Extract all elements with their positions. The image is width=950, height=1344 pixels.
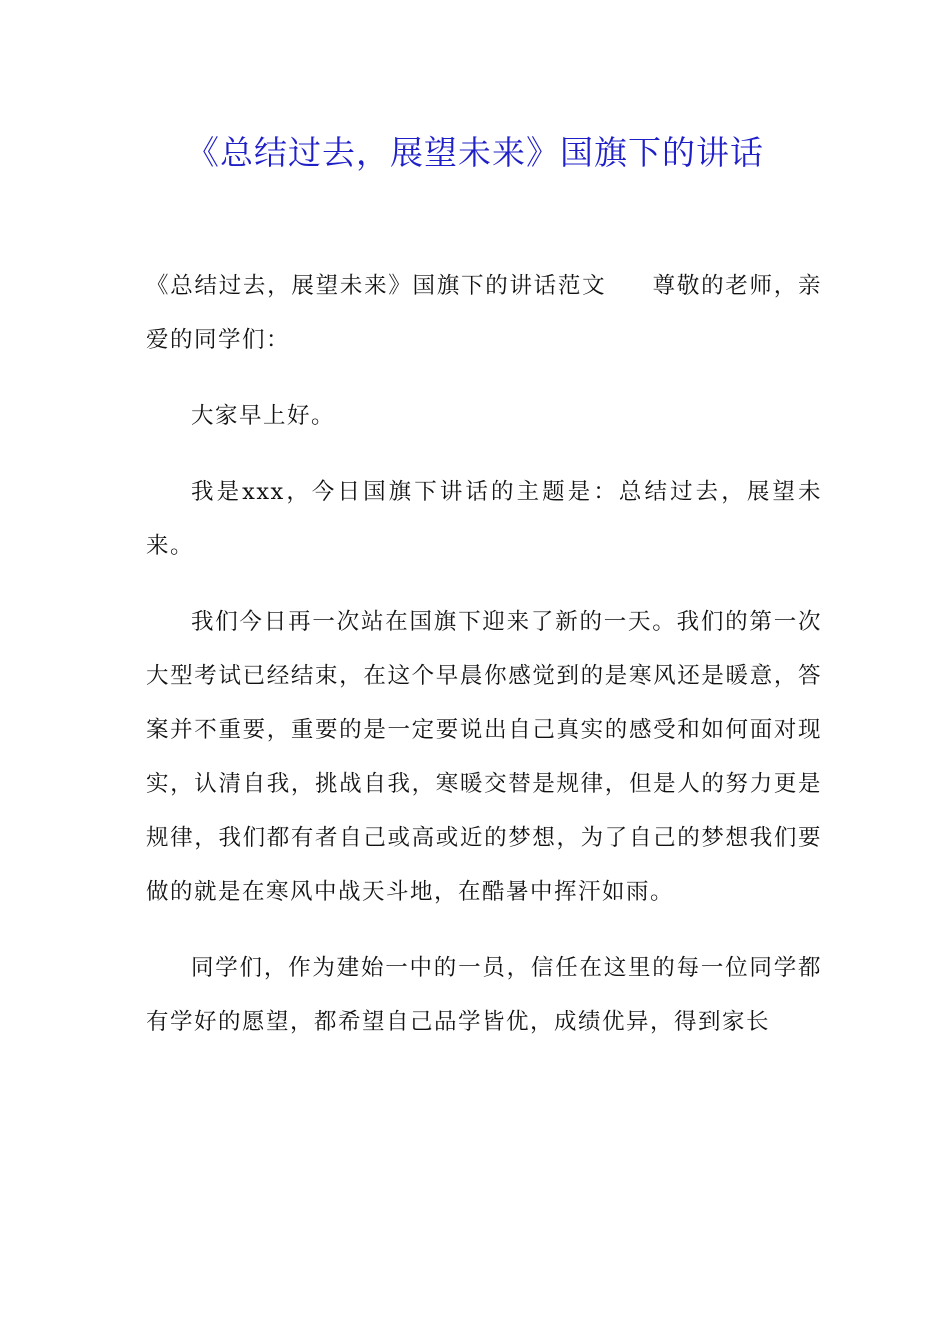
paragraph-students: 同学们，作为建始一中的一员，信任在这里的每一位同学都有学好的愿望，都希望自己品学皆优，成绩优异，得到家长 <box>146 955 822 1035</box>
intro-salutation: 尊敬的老师，亲爱的同学们： <box>146 273 822 353</box>
document-body <box>146 259 822 1071</box>
paragraph-topic: 我是xxx，今日国旗下讲话的主题是：总结过去，展望未来。 <box>146 479 822 559</box>
paragraph-exam: 我们今日再一次站在国旗下迎来了新的一天。我们的第一次大型考试已经结束，在这个早晨你感觉到的是寒风还是暖意，答案并不重要，重要的是一定要说出自己真实的感受和如何面对现实，认清自我，挑战自我，寒暖交替是规律，但是人的努力更是规律，我们都有者自己或高或近的梦想，为了自己的梦想我们要做的就是在寒风中战天斗地，在酷暑中挥汗如雨。 <box>146 609 822 905</box>
intro-heading: 《总结过去，展望未来》国旗下的讲话范文 <box>146 273 607 299</box>
paragraph-greeting: 大家早上好。 <box>191 403 336 429</box>
document-title: 《总结过去，展望未来》国旗下的讲话 <box>186 133 764 172</box>
intro-paragraph <box>146 259 822 367</box>
